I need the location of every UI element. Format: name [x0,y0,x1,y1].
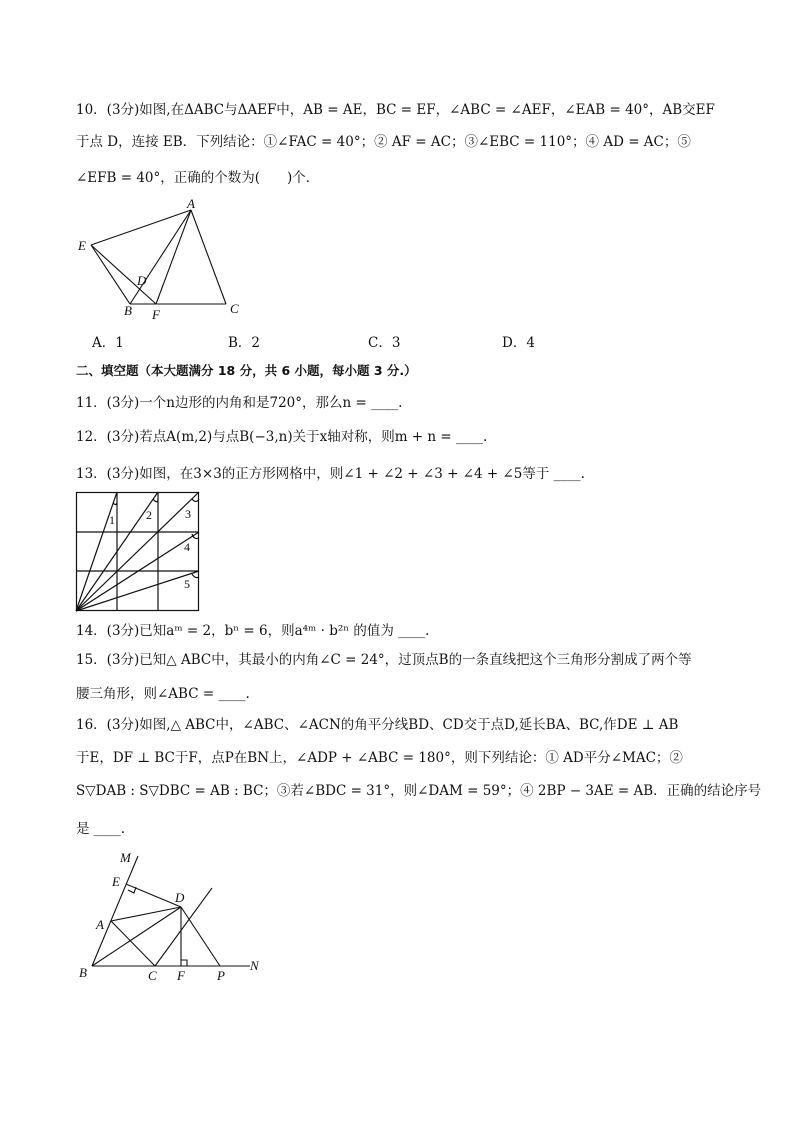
q15-line1: 15．(3分)已知△ ABC中，其最小的内角∠C = 24°，过顶点B的一条直线把这个三角形分割成了两个等 [76,652,692,668]
q13-angle-5: 5 [184,577,190,591]
q16-label-C: C [148,968,157,983]
q16-label-P: P [217,968,225,983]
q16-label-D: D [175,890,185,905]
q10-line3: ∠EFB = 40°，正确的个数为( )个． [76,170,320,186]
q16-label-M: M [120,850,131,865]
q16-figure [74,846,274,986]
q13-angle-2: 2 [146,508,152,522]
q10-label-B: B [124,303,132,318]
q10-label-F: F [152,307,160,322]
q16-label-E: E [112,874,120,889]
q16-line2: 于E，DF ⊥ BC于F，点P在BN上，∠ADP + ∠ABC = 180°，则下列结论：① AD平分∠MAC；② [76,750,683,766]
q15-line2: 腰三角形，则∠ABC = ____. [76,686,250,702]
q16-label-A: A [96,917,104,932]
q13-angle-1: 1 [109,513,115,527]
q14-text: 14．(3分)已知aᵐ = 2，bⁿ = 6，则a⁴ᵐ · b²ⁿ 的值为 ____. [76,623,430,639]
q13-grid-figure [76,492,200,612]
q11-text: 11．(3分)一个n边形的内角和是720°，那么n = ____. [76,395,403,411]
q13-angle-3: 3 [185,507,191,521]
section2-title: 二、填空题（本大题满分 18 分，共 6 小题，每小题 3 分.） [76,363,417,378]
q16-line1: 16．(3分)如图,△ ABC中，∠ABC、∠ACN的角平分线BD、CD交于点D,延长BA、BC,作DE ⊥ AB [76,717,679,733]
q10-label-D: D [137,273,147,288]
q10-choice-a: A．1 [92,335,124,351]
q10-line1: 10．(3分)如图,在ΔABC与ΔAEF中，AB = AE，BC = EF，∠ABC = ∠AEF，∠EAB = 40°，AB交EF [76,102,715,118]
q10-figure [70,198,250,323]
q10-line2: 于点 D，连接 EB．下列结论：①∠FAC = 40°；② AF = AC；③∠EBC = 110°；④ AD = AC；⑤ [76,134,691,150]
q10-label-C: C [230,301,239,316]
q10-label-E: E [78,238,86,253]
q10-label-A: A [187,196,195,211]
q16-label-B: B [79,965,87,980]
q16-label-N: N [250,958,259,973]
q10-choice-b: B．2 [228,335,261,351]
q16-line3: S▽DAB : S▽DBC = AB : BC；③若∠BDC = 31°，则∠DAM = 59°；④ 2BP − 3AE = AB．正确的结论序号 [76,783,762,799]
q10-choice-d: D．4 [502,335,535,351]
q16-line4: 是 ____. [76,821,126,837]
q10-choice-c: C．3 [368,335,401,351]
q16-label-F: F [177,968,185,983]
q12-text: 12．(3分)若点A(m,2)与点B(−3,n)关于x轴对称，则m + n = ____. [76,429,488,445]
q13-text: 13．(3分)如图，在3×3的正方形网格中，则∠1 + ∠2 + ∠3 + ∠4 + ∠5等于 ____. [76,466,585,482]
q13-angle-4: 4 [184,540,190,554]
